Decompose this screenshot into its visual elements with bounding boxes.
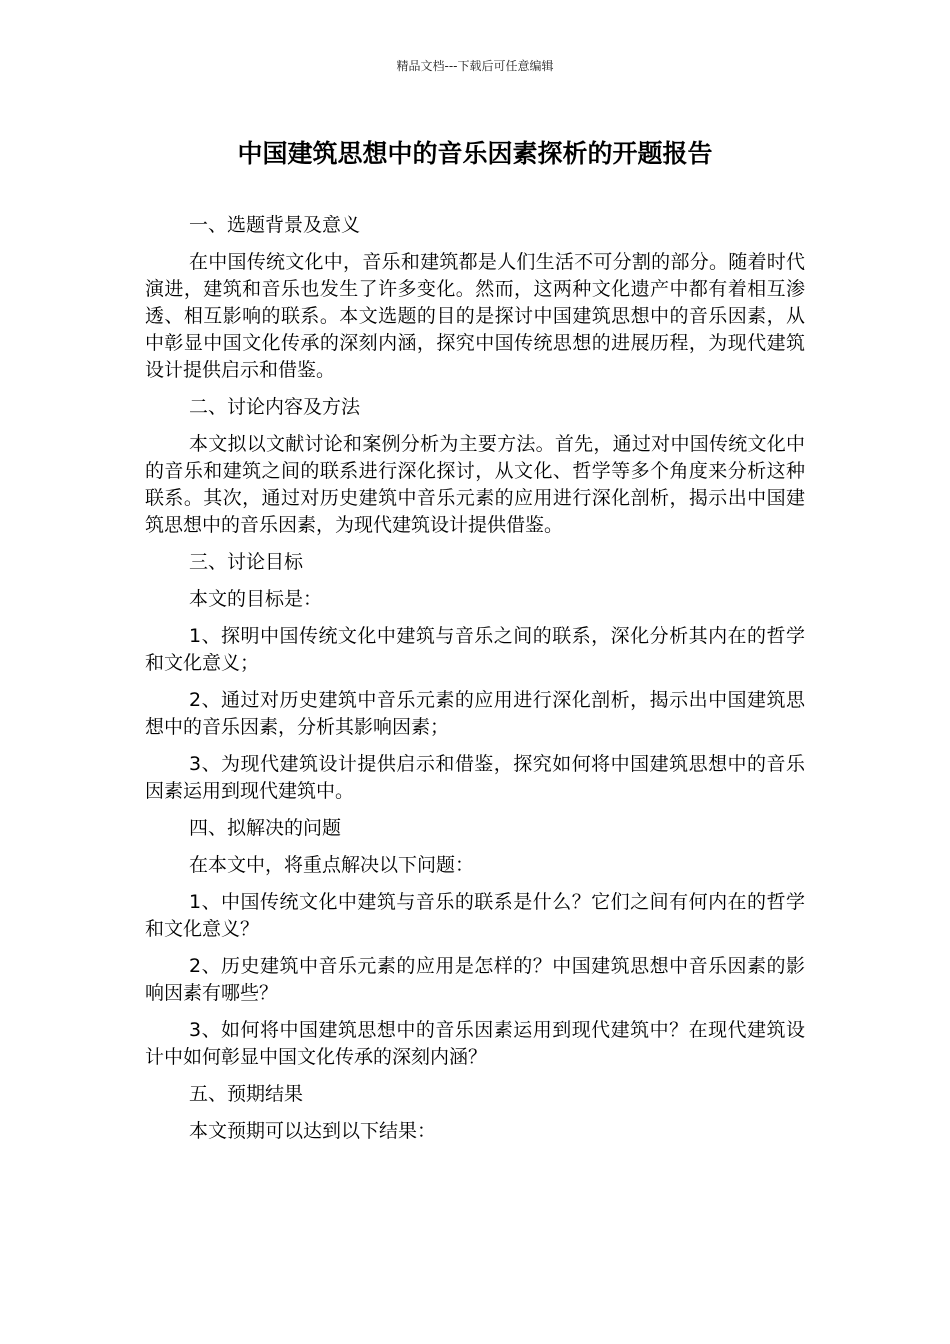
paragraph: 在本文中，将重点解决以下问题： bbox=[189, 854, 475, 876]
section-heading: 五、预期结果 bbox=[189, 1083, 304, 1105]
list-item: 3、如何将中国建筑思想中的音乐因素运用到现代建筑中？在现代建筑设计中如何彰显中国文化传承的深刻内涵？ bbox=[145, 1019, 805, 1068]
list-item: 2、历史建筑中音乐元素的应用是怎样的？中国建筑思想中音乐因素的影响因素有哪些？ bbox=[145, 955, 805, 1004]
list-item: 2、通过对历史建筑中音乐元素的应用进行深化剖析，揭示出中国建筑思想中的音乐因素，分析其影响因素； bbox=[145, 689, 805, 738]
paragraph: 本文的目标是： bbox=[189, 588, 323, 610]
list-item: 1、中国传统文化中建筑与音乐的联系是什么？它们之间有何内在的哲学和文化意义？ bbox=[145, 891, 805, 940]
paragraph: 本文拟以文献讨论和案例分析为主要方法。首先，通过对中国传统文化中的音乐和建筑之间的联系进行深化探讨，从文化、哲学等多个角度来分析这种联系。其次，通过对历史建筑中音乐元素的应用进行深化剖析，揭示出中国建筑思想中的音乐因素，为现代建筑设计提供借鉴。 bbox=[145, 433, 805, 536]
section-heading: 一、选题背景及意义 bbox=[189, 214, 361, 236]
paragraph: 本文预期可以达到以下结果： bbox=[189, 1120, 437, 1142]
paragraph: 在中国传统文化中，音乐和建筑都是人们生活不可分割的部分。随着时代演进，建筑和音乐也发生了许多变化。然而，这两种文化遗产中都有着相互渗透、相互影响的联系。本文选题的目的是探讨中国建筑思想中的音乐因素，从中彰显中国文化传承的深刻内涵，探究中国传统思想的进展历程，为现代建筑设计提供启示和借鉴。 bbox=[145, 251, 805, 381]
document-title: 中国建筑思想中的音乐因素探析的开题报告 bbox=[237, 139, 713, 168]
list-item: 3、为现代建筑设计提供启示和借鉴，探究如何将中国建筑思想中的音乐因素运用到现代建筑中。 bbox=[145, 753, 805, 802]
document-body bbox=[145, 212, 805, 1155]
section-heading: 二、讨论内容及方法 bbox=[189, 396, 361, 418]
list-item: 1、探明中国传统文化中建筑与音乐之间的联系，深化分析其内在的哲学和文化意义； bbox=[145, 625, 805, 674]
section-heading: 四、拟解决的问题 bbox=[189, 817, 342, 839]
header-note: 精品文档---下载后可任意编辑 bbox=[396, 59, 554, 73]
section-heading: 三、讨论目标 bbox=[189, 551, 304, 573]
